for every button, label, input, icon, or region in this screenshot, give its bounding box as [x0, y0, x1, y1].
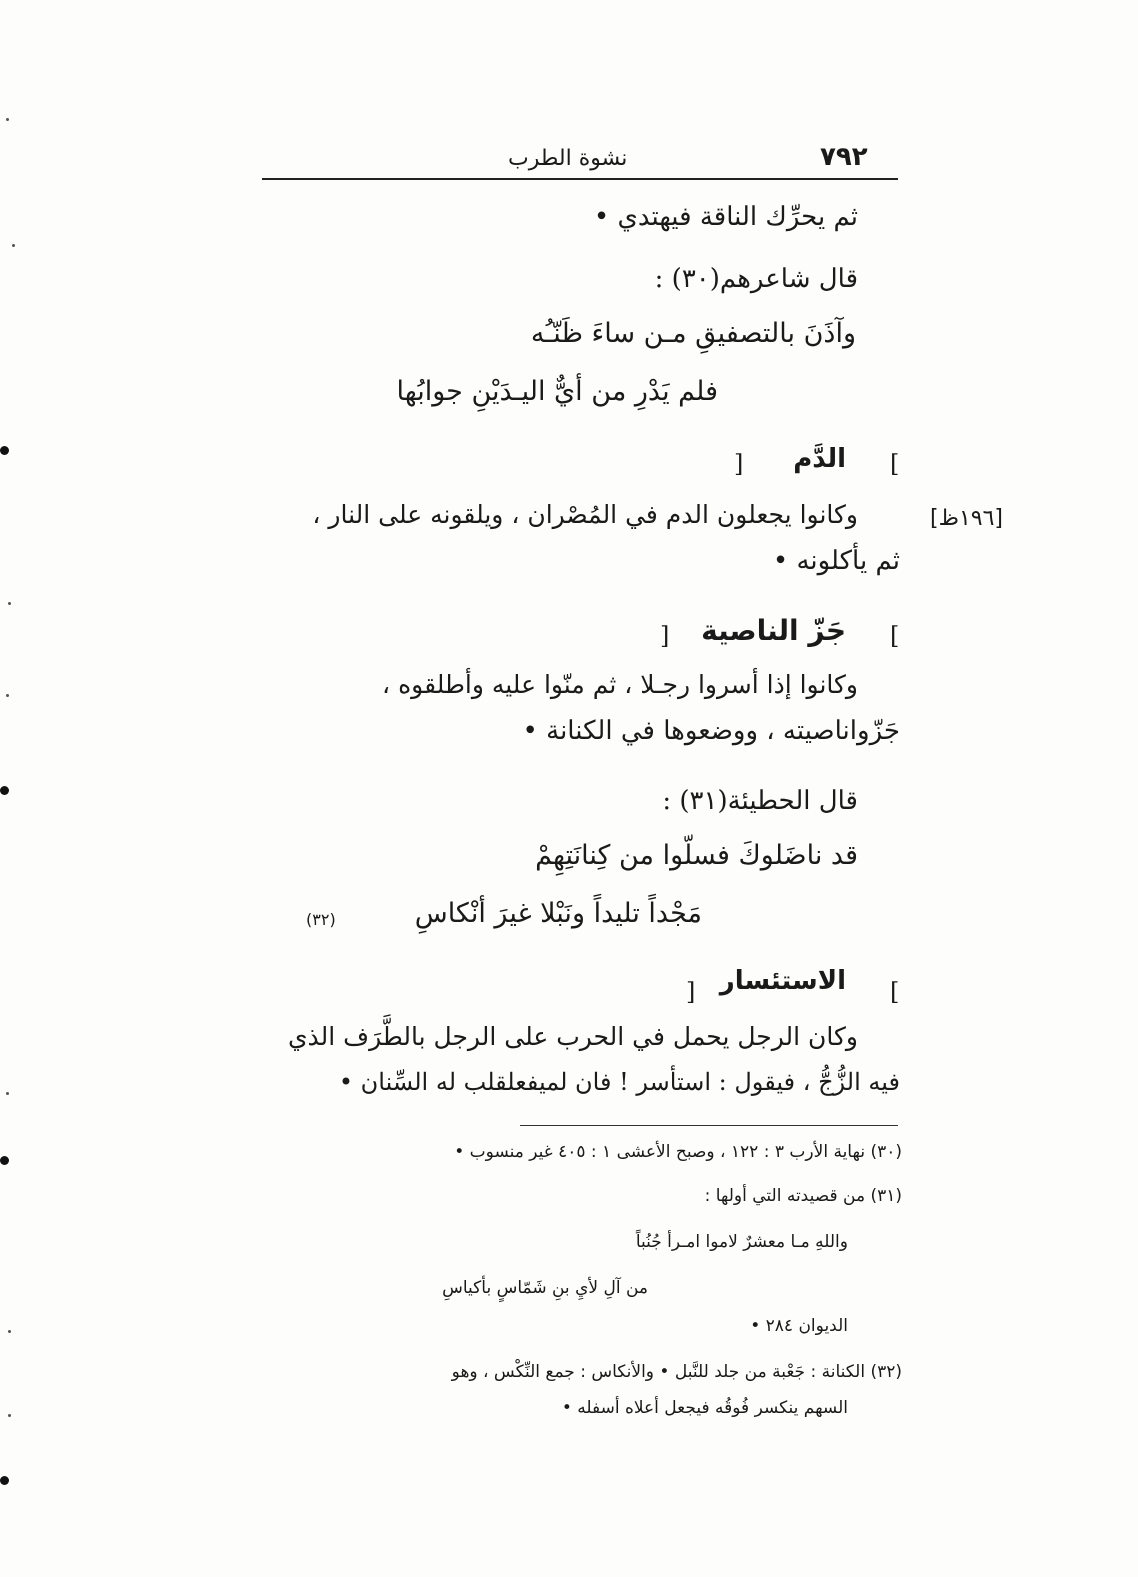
verse-hemistich: فلم يَدْرِ من أيٌّ اليـدَيْنِ جوابُها	[396, 376, 718, 407]
paragraph-line: ثم يأكلونه •	[772, 546, 900, 576]
heading-bracket: [	[890, 450, 900, 478]
scan-speck	[6, 1092, 9, 1095]
heading-bracket: ]	[734, 450, 744, 478]
footnote-32: (٣٢) الكنانة : جَعْبة من جلد للنَّبل • والأنكاس : جمع النِّكْس ، وهو	[451, 1362, 902, 1382]
verse-hemistich: مَجْداً تليداً ونَبْلا غيرَ أنْكاسِ	[414, 898, 702, 929]
heading-bracket: [	[890, 978, 900, 1006]
footnote-32-cont: السهم ينكسر فُوقُه فيجعل أعلاه أسفله •	[561, 1398, 848, 1418]
scan-mark	[0, 786, 9, 795]
heading-bracket: [	[890, 622, 900, 650]
footnote-rule	[520, 1125, 898, 1126]
footnote-verse: من آلِ لأيِ بنِ شَمّاسٍ بأكياسِ	[442, 1278, 648, 1298]
paragraph-line: فيه الزُّجُّ ، فيقول : استأسر ! فان لميفعلقلب له السِّنان •	[338, 1068, 900, 1096]
scan-mark	[0, 1476, 9, 1485]
verse-hemistich: قد ناضَلوكَ فسلّوا من كِنانَتِهِمْ	[535, 840, 858, 871]
footnote-verse: واللهِ مـا معشرٌ لاموا امـرأ جُنُباً	[635, 1232, 848, 1252]
scan-speck	[12, 244, 15, 247]
scan-speck	[8, 602, 11, 605]
section-heading: الدَّم	[793, 444, 846, 474]
paragraph-line: وكانوا إذا أسروا رجـلا ، ثم منّوا عليه وأطلقوه ،	[382, 670, 858, 699]
scan-mark	[0, 446, 9, 455]
section-heading: الاستئسار	[719, 966, 846, 996]
scan-mark	[0, 1156, 9, 1165]
scan-speck	[8, 1414, 11, 1417]
section-heading: جَزّ الناصية	[701, 614, 846, 647]
page-number: ٧٩٢	[820, 142, 868, 172]
footnote-31: (٣١) من قصيدته التي أولها :	[704, 1186, 902, 1206]
heading-bracket: ]	[660, 622, 670, 650]
margin-note: [١٩٦ظ]	[930, 506, 1003, 531]
scan-speck	[8, 1330, 11, 1333]
paragraph-line: وكان الرجل يحمل في الحرب على الرجل بالطَّرَف الذي	[287, 1022, 858, 1051]
poet-intro: قال الحطيئة(٣١) :	[662, 786, 858, 816]
paragraph-line: وكانوا يجعلون الدم في المُصْران ، ويلقونه على النار ،	[312, 500, 858, 529]
verse-hemistich: وآذَنَ بالتصفيقِ مـن ساءَ ظَنّـُه	[530, 318, 856, 349]
scan-speck	[6, 694, 9, 697]
footnote-30: (٣٠) نهاية الأرب ٣ : ١٢٢ ، وصبح الأعشى ١ : ٤٠٥ غير منسوب •	[454, 1142, 902, 1162]
heading-bracket: ]	[686, 978, 696, 1006]
footnote-source: الديوان ٢٨٤ •	[750, 1316, 848, 1336]
text-line: ثم يحرِّك الناقة فيهتدي •	[593, 202, 858, 232]
header-rule	[262, 178, 898, 180]
poet-intro: قال شاعرهم(٣٠) :	[654, 264, 858, 294]
running-title: نشوة الطرب	[508, 146, 628, 171]
footnote-ref: (٣٢)	[306, 910, 336, 929]
scan-speck	[6, 118, 9, 121]
paragraph-line: جَزّواناصيته ، ووضعوها في الكنانة •	[522, 716, 900, 746]
